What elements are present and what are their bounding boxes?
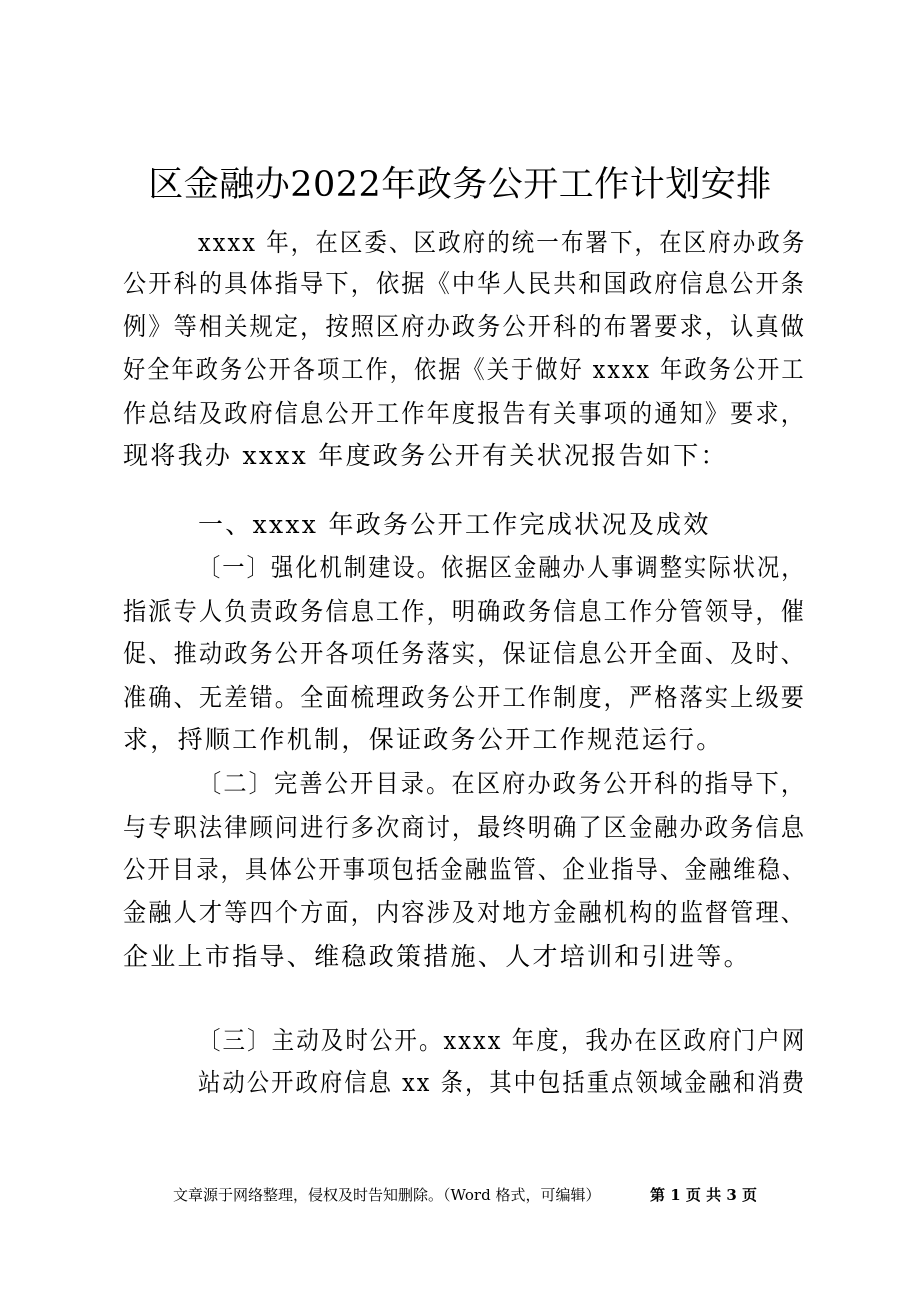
body-line: 促、推动政务公开各项任务落实，保证信息公开全面、及时、	[123, 639, 807, 668]
body-line: 作总结及政府信息公开工作年度报告有关事项的通知》要求，	[123, 399, 807, 428]
body-line: 站动公开政府信息 xx 条，其中包括重点领域金融和消费	[198, 1068, 807, 1097]
body-line: 〔三〕主动及时公开。xxxx 年度，我办在区政府门户网	[198, 1026, 807, 1055]
body-line: 企业上市指导、维稳政策措施、人才培训和引进等。	[123, 942, 751, 971]
body-line: 公开目录，具体公开事项包括金融监管、企业指导、金融维稳、	[123, 855, 807, 884]
body-line: 例》等相关规定，按照区府办政务公开科的布署要求，认真做	[123, 312, 807, 341]
body-line: 金融人才等四个方面，内容涉及对地方金融机构的监督管理、	[123, 898, 807, 927]
section-heading: 一、xxxx 年政务公开工作完成状况及成效	[198, 510, 711, 539]
body-line: 与专职法律顾问进行多次商讨，最终明确了区金融办政务信息	[123, 813, 807, 842]
footer-source-note: 文章源于网络整理，侵权及时告知删除。（Word 格式，可编辑）	[173, 1186, 601, 1204]
body-line: 指派专人负责政务信息工作，明确政务信息工作分管领导，催	[123, 597, 807, 626]
body-line: xxxx 年，在区委、区政府的统一布署下，在区府办政务	[198, 228, 807, 257]
body-line: 现将我办 xxxx 年度政务公开有关状况报告如下：	[123, 441, 728, 470]
body-line: 好全年政务公开各项工作，依据《关于做好 xxxx 年政务公开工	[123, 355, 806, 384]
body-line: 求，捋顺工作机制，保证政务公开工作规范运行。	[123, 725, 724, 754]
body-line: 〔二〕完善公开目录。在区府办政务公开科的指导下，	[198, 769, 807, 798]
body-line: 〔一〕强化机制建设。依据区金融办人事调整实际状况，	[198, 553, 806, 582]
body-line: 准确、无差错。全面梳理政务公开工作制度，严格落实上级要	[123, 683, 807, 712]
body-line: 公开科的具体指导下，依据《中华人民共和国政府信息公开条	[123, 269, 807, 298]
footer-page-number: 第 1 页 共 3 页	[650, 1186, 757, 1204]
document-title: 区金融办2022年政务公开工作计划安排	[148, 165, 772, 205]
